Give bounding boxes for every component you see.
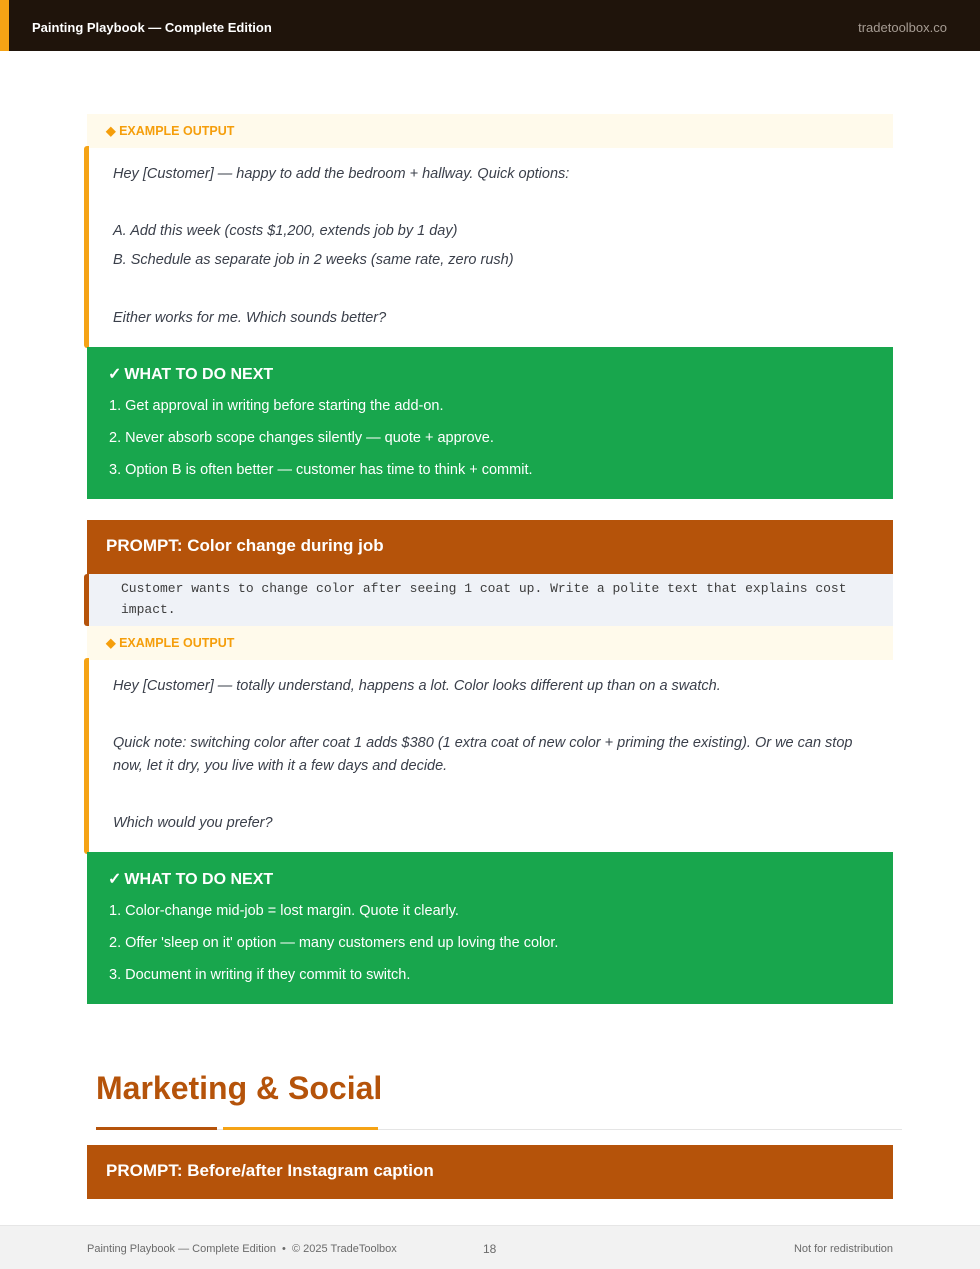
example-output-body bbox=[84, 658, 893, 854]
next-step-item: 1. Get approval in writing before starting the add-on. bbox=[109, 398, 444, 414]
example-line: B. Schedule as separate job in 2 weeks (same rate, zero rush) bbox=[113, 252, 514, 268]
next-steps-box bbox=[87, 347, 893, 499]
example-output-label: ◆ EXAMPLE OUTPUT bbox=[87, 114, 893, 148]
next-steps-heading-text: WHAT TO DO NEXT bbox=[124, 871, 274, 888]
prompt-heading: PROMPT: Before/after Instagram caption bbox=[87, 1145, 893, 1199]
section-underline-accent bbox=[223, 1127, 378, 1130]
example-line: Quick note: switching color after coat 1 adds $380 (1 extra coat of new color + priming the existing). Or we can stop now, let it dry, you live with it a few days and decide. bbox=[113, 735, 853, 774]
example-line: Which would you prefer? bbox=[113, 815, 273, 831]
section-underline-primary bbox=[96, 1127, 217, 1130]
next-step-item: 3. Option B is often better — customer has time to think + commit. bbox=[109, 462, 533, 478]
example-line: Hey [Customer] — happy to add the bedroom + hallway. Quick options: bbox=[113, 166, 570, 182]
footer-right-text: Not for redistribution bbox=[793, 1243, 893, 1255]
next-step-item: 3. Document in writing if they commit to switch. bbox=[109, 967, 411, 983]
header-accent-bar bbox=[0, 0, 9, 51]
checkmark-icon: ✓ bbox=[108, 366, 122, 383]
next-step-item: 1. Color-change mid-job = lost margin. Quote it clearly. bbox=[109, 903, 459, 919]
section-title: Marketing & Social bbox=[96, 1070, 383, 1106]
footer-left-text: Painting Playbook — Complete Edition • © 2025 TradeToolbox bbox=[87, 1243, 397, 1255]
next-steps-heading bbox=[108, 364, 273, 384]
prompt-heading: PROMPT: Color change during job bbox=[87, 520, 893, 574]
example-line: Either works for me. Which sounds better? bbox=[113, 310, 387, 326]
next-steps-heading-text: WHAT TO DO NEXT bbox=[124, 366, 274, 383]
page-footer bbox=[0, 1225, 980, 1269]
next-step-item: 2. Offer 'sleep on it' option — many customers end up loving the color. bbox=[109, 935, 559, 951]
prompt-text: Customer wants to change color after seeing 1 coat up. Write a polite text that explains cost impact. bbox=[84, 574, 893, 626]
page-header bbox=[0, 0, 980, 51]
example-line: A. Add this week (costs $1,200, extends job by 1 day) bbox=[113, 223, 458, 239]
document-title: Painting Playbook — Complete Edition bbox=[32, 20, 272, 35]
site-link[interactable]: tradetoolbox.co bbox=[858, 20, 947, 35]
next-steps-heading bbox=[108, 869, 273, 889]
example-output-body bbox=[84, 146, 893, 348]
example-line: Hey [Customer] — totally understand, happens a lot. Color looks different up than on a swatch. bbox=[113, 678, 721, 694]
checkmark-icon: ✓ bbox=[108, 871, 122, 888]
next-steps-box bbox=[87, 852, 893, 1004]
next-step-item: 2. Never absorb scope changes silently — quote + approve. bbox=[109, 430, 494, 446]
example-output-label: ◆ EXAMPLE OUTPUT bbox=[87, 626, 893, 660]
page-number: 18 bbox=[483, 1242, 497, 1256]
